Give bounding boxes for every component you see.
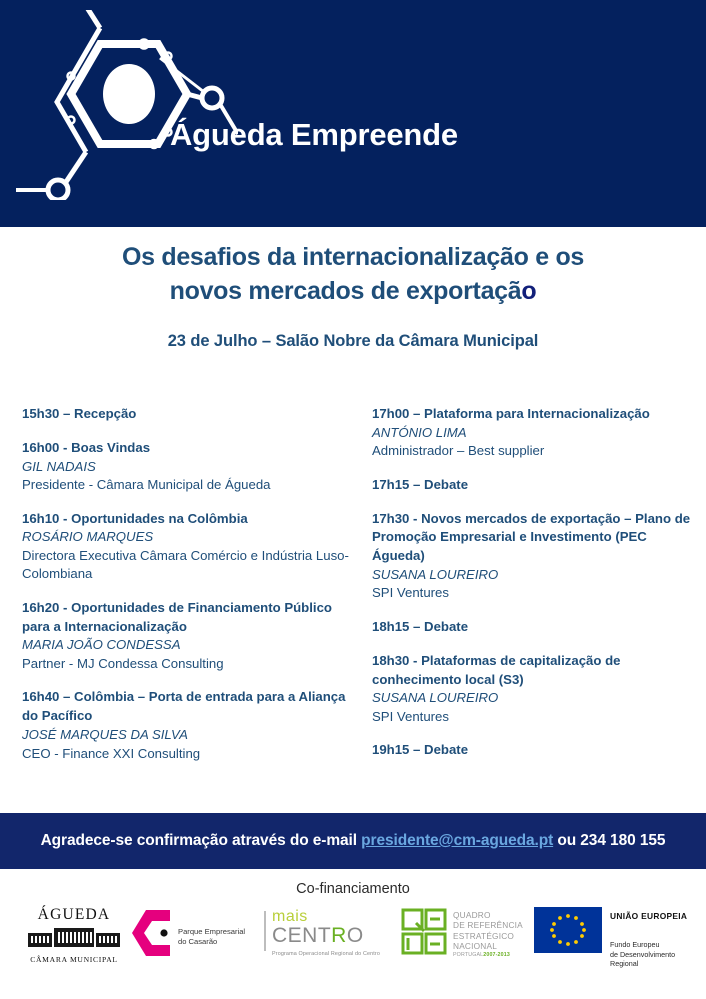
qren-logo-line2: DE REFERÊNCIA [453,920,523,931]
agueda-logo-name: ÁGUEDA [37,906,111,923]
rsvp-text [41,832,666,850]
qren-mark-icon [400,907,448,959]
qren-portugal-word: PORTUGAL [453,952,484,958]
programme-item-role: Presidente - Câmara Municipal de Águeda [22,477,271,493]
programme-item [372,476,702,495]
programme-item-title: 18h30 - Plataformas de capitalização de conhecimento local (S3) [372,652,621,687]
programme-item-title: 17h30 - Novos mercados de exportação – Plano de Promoção Empresarial e Investimento (PEC Águeda) [372,510,691,564]
event-title-line1: Os desafios da internacionalização e os [121,243,585,271]
logo-parque-empresarial [130,907,258,964]
eu-logo-title: UNIÃO EUROPEIA [610,911,688,921]
centro-logo-subtitle: Programa Operacional Regional do Centro [272,951,381,957]
eu-logo-sub-line1: Fundo Europeu [610,940,660,949]
centro-logo-wordmark [272,924,364,948]
programme-item-speaker: ANTÓNIO LIMA [372,424,467,440]
programme-item-speaker: MARIA JOÃO CONDESSA [22,637,181,653]
rsvp-suffix: ou 234 180 155 [553,832,666,849]
programme-section [0,405,706,805]
programme-column-right [372,405,702,775]
qren-logo-years: 2007-2013 [483,952,510,958]
title-block [0,240,706,351]
parque-logo-line1: Parque Empresarial [178,927,246,936]
programme-item [372,618,702,637]
programme-item [372,741,702,760]
programme-item-title: 16h00 - Boas Vindas [22,439,151,455]
programme-item-role: Directora Executiva Câmara Comércio e Indústria Luso-Colombiana [22,547,349,582]
programme-item-speaker: JOSÉ MARQUES DA SILVA [22,727,188,743]
rsvp-email-link[interactable]: presidente@cm-agueda.pt [361,832,554,849]
logo-uniao-europeia [534,907,702,969]
programme-item [372,510,702,603]
centro-logo-o: O [346,924,364,947]
centro-logo-mais: mais [272,908,308,925]
programme-item [22,439,362,495]
logo-strip [0,907,706,987]
logo-agueda-camara-municipal [24,907,124,964]
programme-item-speaker: GIL NADAIS [22,458,96,474]
programme-item-speaker: SUSANA LOUREIRO [372,690,499,706]
qren-logo-portugal [453,952,510,958]
programme-item [22,599,362,674]
programme-item-role: SPI Ventures [372,585,449,601]
centro-logo-cent: CENT [272,924,332,947]
programme-item-title: 19h15 – Debate [372,742,469,758]
programme-item-role: SPI Ventures [372,708,449,724]
hexagon-molecule-icon [8,10,238,200]
qren-logo-line1: QUADRO [453,910,491,920]
programme-item [372,652,702,727]
cofinancing-label: Co-financiamento [296,881,410,897]
programme-item-title: 17h00 – Plataforma para Internacionalização [372,406,650,421]
programme-item-role: Administrador – Best supplier [372,443,545,459]
eu-logo-sub-line2: de Desenvolvimento Regional [610,949,676,969]
centro-logo-r: R [331,924,347,947]
programme-item-title: 16h10 - Oportunidades na Colômbia [22,510,248,526]
programme-item-title: 16h40 – Colômbia – Porta de entrada para a Aliança do Pacífico [22,689,346,724]
programme-item [372,405,702,461]
programme-column-left [22,405,362,778]
programme-item-title: 17h15 – Debate [372,476,469,492]
programme-item-title: 18h15 – Debate [372,618,469,634]
programme-item [22,688,362,763]
agueda-logo-subtitle: CÂMARA MUNICIPAL [30,955,118,964]
programme-item-speaker: ROSÁRIO MARQUES [22,529,154,545]
footer [0,869,706,999]
magenta-c-mark-icon [130,907,176,959]
programme-item-role: CEO - Finance XXI Consulting [22,745,201,761]
programme-item [22,510,362,584]
event-title [0,240,706,308]
centro-divider [264,911,266,951]
programme-item-title: 15h30 – Recepção [22,406,137,421]
header-banner [0,0,706,227]
event-title-line2: novos mercados de exportaçã [169,277,522,305]
programme-item [22,405,362,424]
event-subtitle: 23 de Julho – Salão Nobre da Câmara Municipal [167,332,539,350]
programme-item-role: Partner - MJ Condessa Consulting [22,655,224,671]
qren-logo-line4: NACIONAL [453,941,498,952]
programme-item-title: 16h20 - Oportunidades de Financiamento Público para a Internacionalização [22,599,332,634]
qren-logo-line3: ESTRATÉGICO [453,930,515,941]
event-title-accent-letter: o [521,277,537,305]
logo-qren [400,907,526,964]
brand-title: Águeda Empreende [170,117,458,152]
programme-item-speaker: SUSANA LOUREIRO [372,566,499,582]
eu-flag-icon [534,907,602,953]
rsvp-prefix: Agradece-se confirmação através do e-mail [40,832,362,849]
eu-logo-subtitle [610,940,702,969]
parque-logo-text [178,927,245,947]
town-hall-building-icon [24,923,124,949]
rsvp-bar [0,813,706,869]
parque-logo-line2: do Casarão [178,937,218,946]
qren-logo-text [453,910,523,952]
